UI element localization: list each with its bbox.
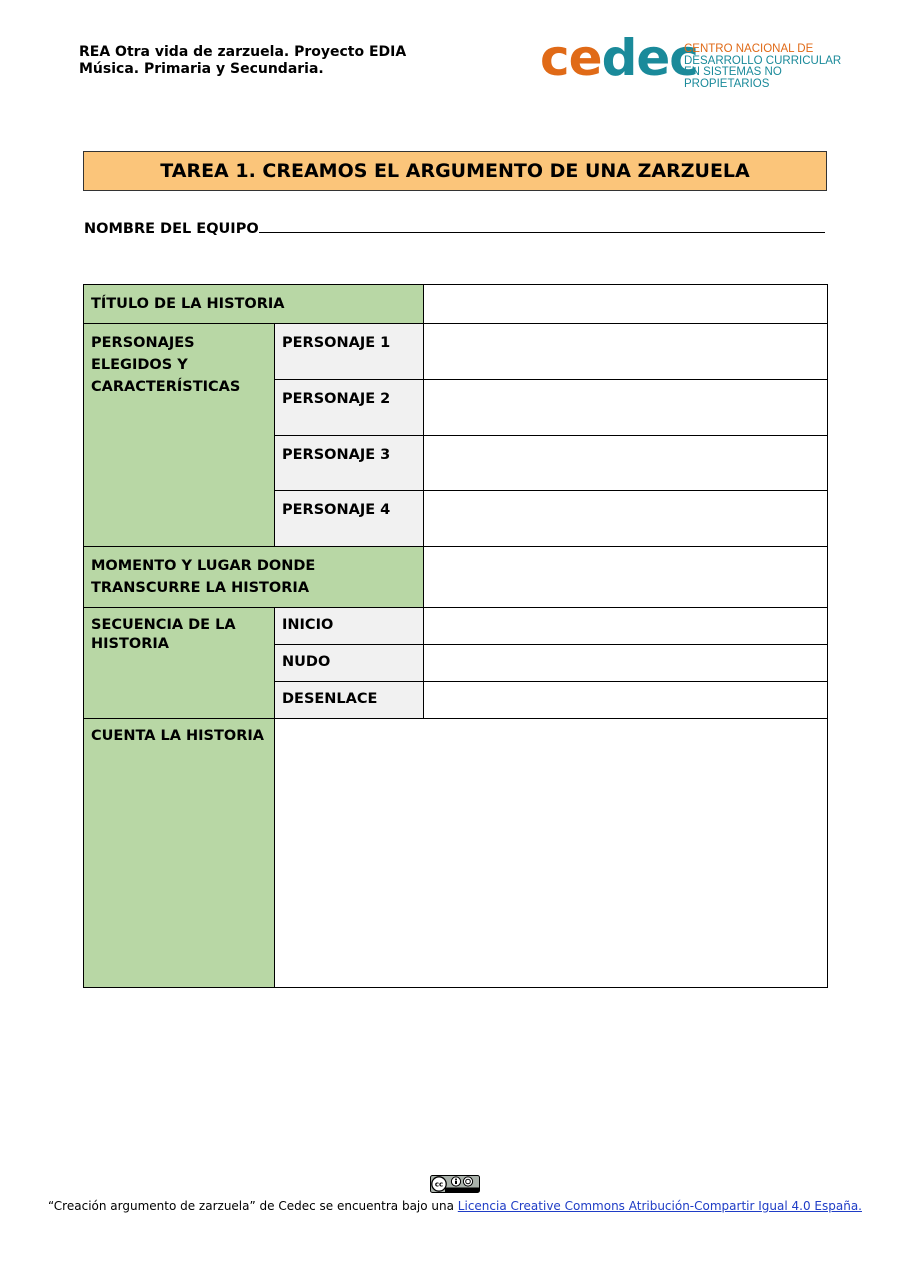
label-personajes: PERSONAJES ELEGIDOS Y CARACTERÍSTICAS (84, 324, 275, 547)
team-name-row (84, 218, 825, 237)
input-personaje-1[interactable] (424, 324, 828, 380)
logo-wordmark (540, 30, 698, 86)
logo-subtitle (684, 44, 850, 90)
license-text: “Creación argumento de zarzuela” de Cedec se encuentra bajo una (48, 1199, 458, 1213)
license-link[interactable]: Licencia Creative Commons Atribución-Compartir Igual 4.0 España. (457, 1199, 862, 1213)
team-name-field[interactable] (259, 218, 825, 233)
svg-text:cc: cc (434, 1180, 444, 1189)
team-name-label: NOMBRE DEL EQUIPO (84, 221, 259, 237)
label-personaje-4: PERSONAJE 4 (275, 491, 424, 547)
document-header (79, 44, 406, 78)
label-personaje-1: PERSONAJE 1 (275, 324, 424, 380)
logo-sub-line-2: DESARROLLO CURRICULAR (684, 54, 842, 67)
license-footer (0, 1175, 910, 1215)
header-line-1: REA Otra vida de zarzuela. Proyecto EDIA (79, 44, 407, 60)
header-line-2: Música. Primaria y Secundaria. (79, 61, 324, 77)
label-titulo: TÍTULO DE LA HISTORIA (84, 285, 424, 324)
task-title: TAREA 1. CREAMOS EL ARGUMENTO DE UNA ZARZUELA (83, 151, 827, 191)
input-inicio[interactable] (424, 608, 828, 645)
input-nudo[interactable] (424, 645, 828, 682)
input-cuenta-historia[interactable] (275, 719, 828, 988)
input-personaje-3[interactable] (424, 436, 828, 491)
cedec-logo (540, 29, 850, 90)
label-secuencia: SECUENCIA DE LA HISTORIA (84, 608, 275, 719)
label-inicio: INICIO (275, 608, 424, 645)
input-personaje-2[interactable] (424, 380, 828, 436)
cc-by-sa-icon (430, 1175, 480, 1193)
logo-word-part2: dec (601, 29, 698, 87)
story-form-table (83, 284, 828, 988)
input-momento-lugar[interactable] (424, 547, 828, 608)
label-nudo: NUDO (275, 645, 424, 682)
logo-sub-line-3: EN SISTEMAS NO PROPIETARIOS (684, 66, 782, 90)
label-momento-lugar: MOMENTO Y LUGAR DONDE TRANSCURRE LA HISTORIA (84, 547, 424, 608)
label-personaje-3: PERSONAJE 3 (275, 436, 424, 491)
logo-word-part1: ce (540, 29, 602, 87)
label-desenlace: DESENLACE (275, 682, 424, 719)
input-desenlace[interactable] (424, 682, 828, 719)
input-personaje-4[interactable] (424, 491, 828, 547)
label-cuenta-historia: CUENTA LA HISTORIA (84, 719, 275, 988)
input-titulo[interactable] (424, 285, 828, 324)
logo-sub-line-1: CENTRO NACIONAL DE (684, 43, 814, 55)
label-personaje-2: PERSONAJE 2 (275, 380, 424, 436)
